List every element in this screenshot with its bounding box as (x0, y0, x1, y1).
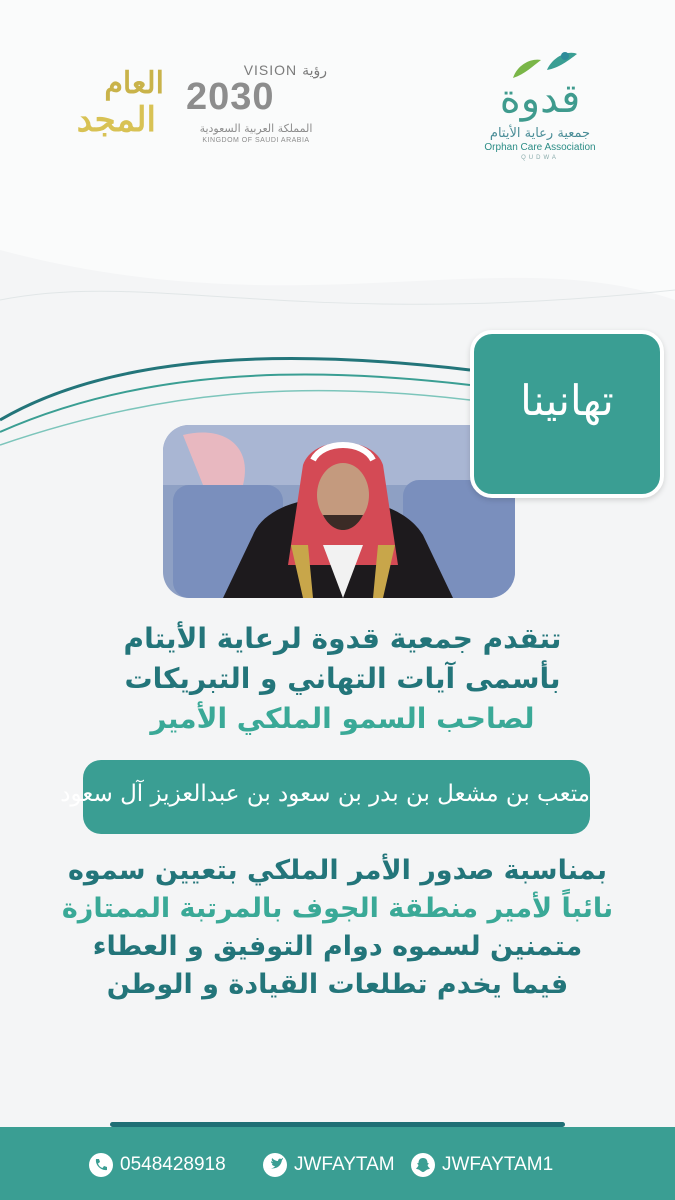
phone-icon (88, 1152, 114, 1178)
vision-year: 2030 (186, 76, 275, 118)
glory-year-logo (48, 66, 170, 146)
body-line-2: نائباً لأمير منطقة الجوف بالمرتبة الممتازة (61, 893, 614, 924)
vision-english-country: KINGDOM OF SAUDI ARABIA (202, 137, 310, 144)
glory-line-2: المجد (76, 100, 156, 140)
qudwa-arabic-tagline: جمعية رعاية الأيتام (489, 126, 591, 141)
twitter-handle: JWFAYTAM (294, 1154, 395, 1175)
vision-label: VISION رؤية (243, 62, 327, 78)
body-line-3: متمنين لسموه دوام التوفيق و العطاء (92, 931, 583, 962)
qudwa-name: قدوة (499, 76, 581, 122)
body-line-4: فيما يخدم تطلعات القيادة و الوطن (106, 969, 569, 1000)
prince-name: متعب بن مشعل بن بدر بن سعود بن عبدالعزيز آل سعود (60, 781, 590, 807)
congratulations-word: تهانينا (520, 376, 614, 425)
snapchat-icon (410, 1152, 436, 1178)
prince-photo (163, 425, 515, 598)
headline-line-3: لصاحب السمو الملكي الأمير (150, 702, 535, 735)
name-banner (60, 760, 590, 834)
qudwa-logo (455, 48, 625, 168)
phone-number: 0548428918 (120, 1154, 226, 1175)
vision-arabic-country: المملكة العربية السعودية (199, 122, 313, 135)
snapchat-handle: JWFAYTAM1 (442, 1154, 554, 1175)
twitter-contact[interactable] (262, 1150, 395, 1180)
phone-contact[interactable] (88, 1150, 226, 1180)
headline-line-2: بأسمى آيات التهاني و التبريكات (124, 662, 561, 695)
congratulations-box (470, 330, 664, 498)
glory-line-1: العام (104, 66, 164, 101)
body-line-1: بمناسبة صدور الأمر الملكي بتعيين سموه (67, 855, 608, 886)
snapchat-contact[interactable] (410, 1150, 553, 1180)
headline-line-1: تتقدم جمعية قدوة لرعاية الأيتام (123, 622, 562, 655)
vision-2030-logo (182, 62, 337, 152)
qudwa-subtitle: QUDWA (521, 155, 559, 161)
qudwa-english-tagline: Orphan Care Association (484, 142, 596, 153)
twitter-icon (262, 1152, 288, 1178)
footer-bar (0, 1127, 675, 1200)
